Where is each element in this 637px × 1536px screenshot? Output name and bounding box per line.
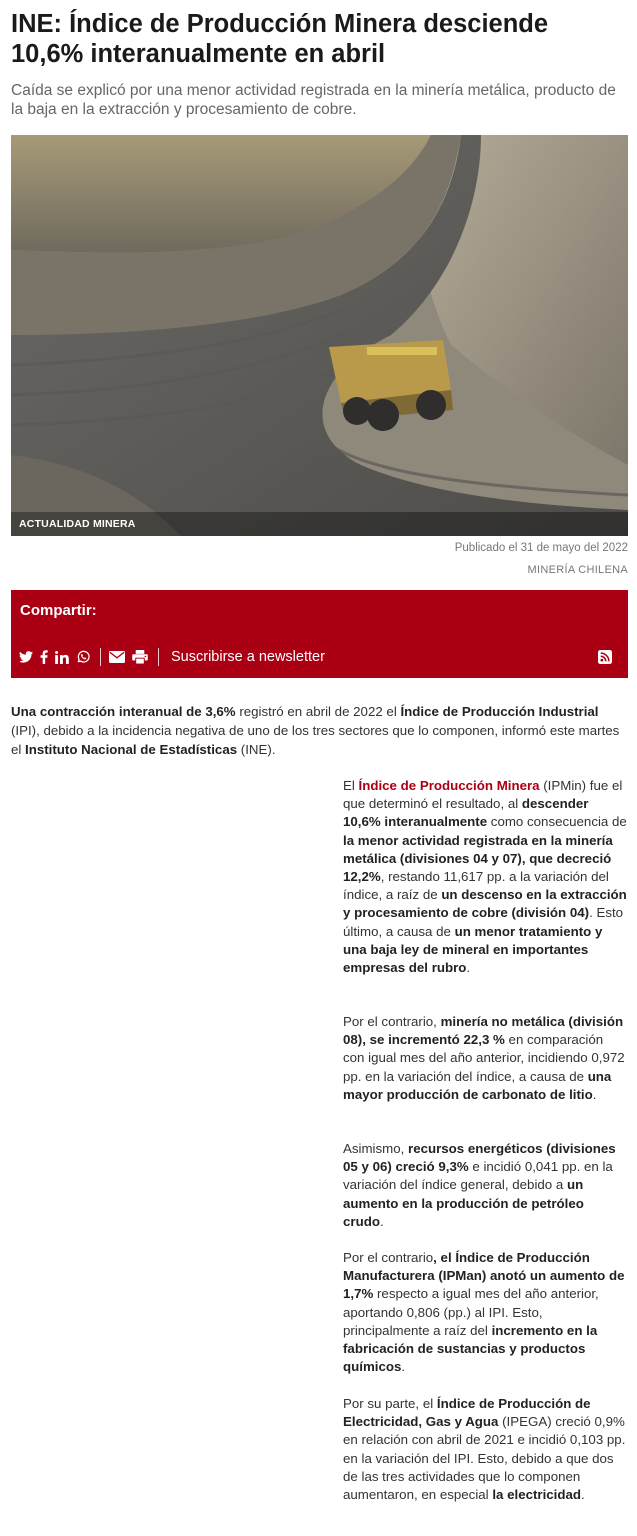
p4-text: respecto a igual mes del año anterior, aportando 0,806 (pp.) al IPI. Esto, principalmente a raíz del xyxy=(343,1286,599,1338)
lead-text-2: (IPI), debido a la incidencia negativa de uno de los tres sectores que lo componen, informó este martes el xyxy=(11,723,620,757)
paragraph-energeticos xyxy=(343,1140,628,1231)
share-divider xyxy=(100,648,101,666)
p3-bold: recursos energéticos (divisiones 05 y 06) creció 9,3% xyxy=(343,1141,616,1175)
publish-date: Publicado el 31 de mayo del 2022 xyxy=(454,542,628,554)
mining-truck-photo xyxy=(11,135,628,536)
p5-bold: la electricidad xyxy=(492,1487,582,1503)
p4-bold: , el Índice de Producción Manufacturera (IPMan) anotó un aumento de 1,7% xyxy=(343,1250,625,1302)
p1-text: . Esto último, a causa de xyxy=(343,905,624,939)
share-divider xyxy=(158,648,159,666)
photo-credit: ACTUALIDAD MINERA xyxy=(11,512,628,536)
facebook-icon[interactable] xyxy=(40,648,48,666)
paragraph-ipmin xyxy=(343,777,628,977)
lead-bold-2: Índice de Producción Industrial xyxy=(400,704,599,719)
lead-bold-3: Instituto Nacional de Estadísticas xyxy=(25,742,238,757)
p1-bold: descender 10,6% interanualmente xyxy=(343,796,589,830)
lead-text-3: (INE). xyxy=(237,742,276,757)
p4-bold: incremento en la fabricación de sustancias y productos químicos xyxy=(343,1322,598,1375)
p1-text: , restando 11,617 pp. a la variación del índice, a raíz de xyxy=(343,869,609,903)
p3-text: e incidió 0,041 pp. en la variación del índice general, debido a xyxy=(343,1159,613,1193)
p1-text: El xyxy=(343,778,359,793)
twitter-icon[interactable] xyxy=(19,648,33,666)
rss-icon[interactable] xyxy=(598,648,612,666)
linkedin-icon[interactable] xyxy=(55,648,69,666)
share-buttons xyxy=(19,647,619,667)
p1-bold: la menor actividad registrada en la minería metálica (divisiones 04 y 07), que decreció 12,2% xyxy=(343,832,613,885)
article-subhead: Caída se explicó por una menor actividad registrada en la minería metálica, producto de la baja en la extracción y procesamiento de cobre. xyxy=(11,82,616,118)
p4-text: Por el contrario xyxy=(343,1250,434,1265)
p5-bold: Índice de Producción de Electricidad, Gas y Agua xyxy=(343,1396,591,1430)
p2-text: Por el contrario, xyxy=(343,1014,441,1029)
email-icon[interactable] xyxy=(109,648,125,666)
newsletter-link[interactable]: Suscribirse a newsletter xyxy=(171,649,325,665)
p1-text: . xyxy=(466,960,471,976)
lead-text-1: registró en abril de 2022 el xyxy=(235,704,401,719)
p4-text: . xyxy=(401,1359,406,1375)
whatsapp-icon[interactable] xyxy=(76,648,90,666)
print-icon[interactable] xyxy=(132,648,148,666)
paragraph-no-metalica xyxy=(343,1013,628,1104)
share-bar xyxy=(11,590,628,678)
share-title: Compartir: xyxy=(20,602,97,619)
haul-truck xyxy=(329,340,453,431)
p2-text: . xyxy=(592,1086,597,1102)
article-photo xyxy=(11,135,628,536)
p5-text: Por su parte, el xyxy=(343,1396,437,1411)
p1-bold: un menor tratamiento y una baja ley de mineral en importantes empresas del rubro xyxy=(343,923,603,976)
p2-bold: una mayor producción de carbonato de litio xyxy=(343,1068,612,1102)
article-headline: INE: Índice de Producción Minera desciende 10,6% interanualmente en abril xyxy=(11,10,549,68)
ipmin-link[interactable]: Índice de Producción Minera xyxy=(358,778,540,793)
p1-text: como consecuencia de xyxy=(487,814,627,830)
p3-text: . xyxy=(379,1213,384,1229)
lead-bold-1: Una contracción interanual de 3,6% xyxy=(11,704,236,719)
p1-text: (IPMin) fue el que determinó el resultado, al xyxy=(343,778,623,812)
paragraph-ipega xyxy=(343,1395,628,1504)
p3-bold: un aumento en la producción de petróleo crudo xyxy=(343,1177,584,1229)
source-link[interactable]: MINERÍA CHILENA xyxy=(527,564,628,576)
article-lead xyxy=(11,702,626,759)
p2-text: en comparación con igual mes del año anterior, incidiendo 0,972 pp. en la variación del índice, a causa de xyxy=(343,1032,625,1084)
p3-text: Asimismo, xyxy=(343,1141,409,1156)
p1-bold: un descenso en la extracción y procesamiento de cobre (división 04) xyxy=(343,887,627,921)
p5-text: (IPEGA) creció 0,9% en relación con abril de 2021 e incidió 0,103 pp. en la variación del IPI. Esto, debido a que dos de las tres actividades que lo componen aumentaron, en especial xyxy=(343,1414,626,1503)
p2-bold: minería no metálica (división 08), se incrementó 22,3 % xyxy=(343,1014,624,1048)
p5-text: . xyxy=(581,1487,585,1503)
paragraph-manufacturera xyxy=(343,1249,628,1376)
